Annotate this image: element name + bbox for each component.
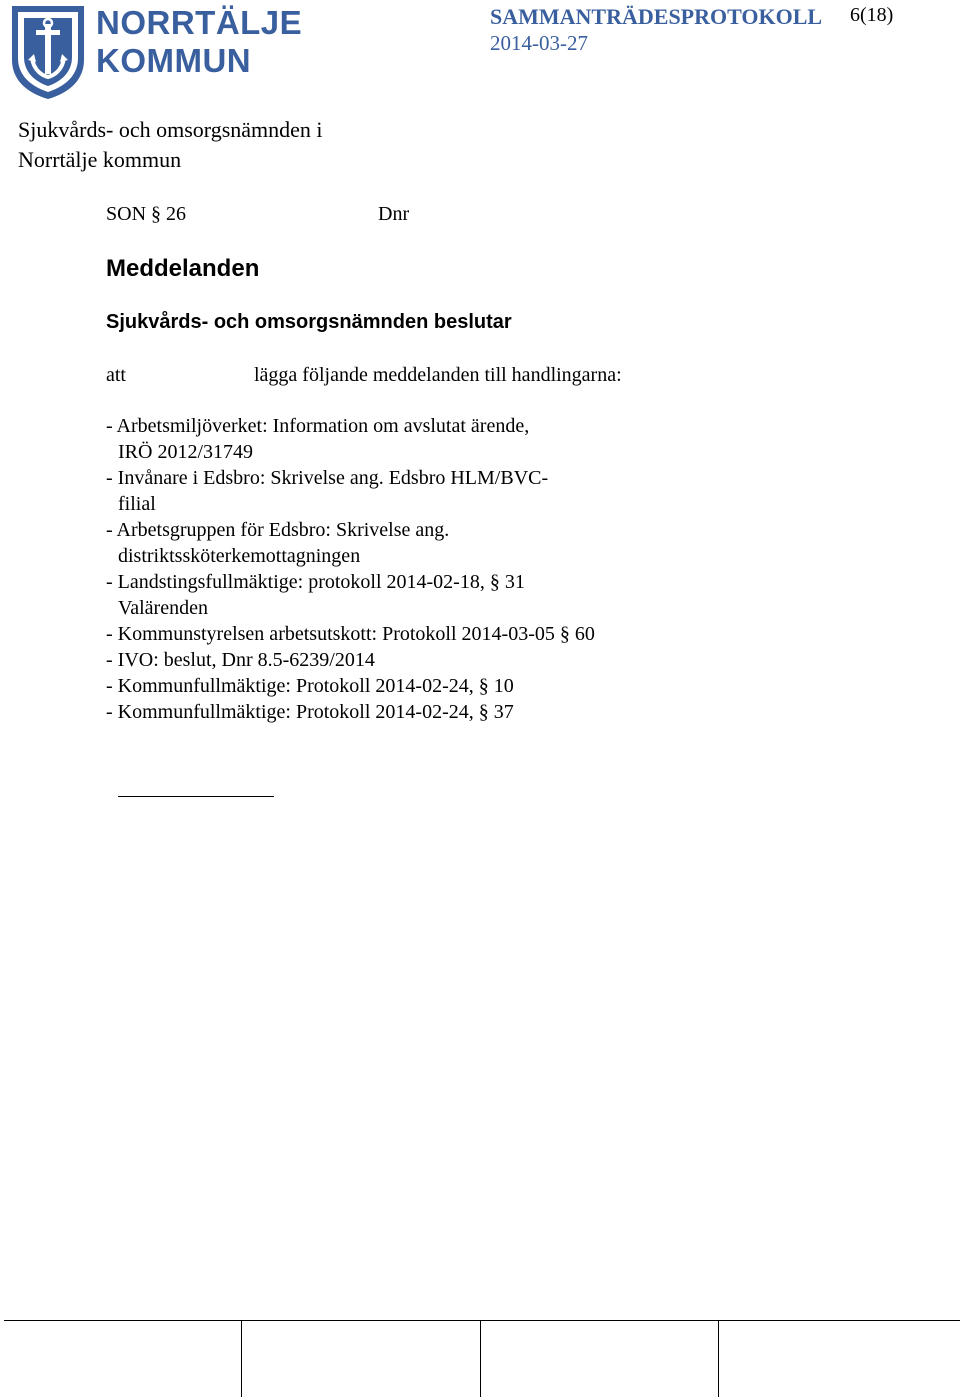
logo-word-2: KOMMUN <box>96 42 252 79</box>
org-name-line-1: Sjukvårds- och omsorgsnämnden i <box>18 117 323 142</box>
list-item: - IVO: beslut, Dnr 8.5-6239/2014 <box>106 649 375 671</box>
page-number: 6(18) <box>850 4 894 26</box>
dnr-label: Dnr <box>378 203 410 225</box>
signature-box-divider <box>241 1320 242 1397</box>
list-item-continuation: filial <box>118 493 156 515</box>
list-item-continuation: distriktssköterkemottagningen <box>118 545 361 567</box>
list-item: - Kommunfullmäktige: Protokoll 2014-02-24, § 10 <box>106 675 514 697</box>
list-item: - Kommunfullmäktige: Protokoll 2014-02-24, § 37 <box>106 701 514 723</box>
anchor-shield-icon <box>8 2 88 100</box>
list-item-continuation: IRÖ 2012/31749 <box>118 441 253 463</box>
protocol-title: SAMMANTRÄDESPROTOKOLL <box>490 4 823 29</box>
item-title: Meddelanden <box>106 255 260 282</box>
protocol-date: 2014-03-27 <box>490 31 588 55</box>
decision-heading: Sjukvårds- och omsorgsnämnden beslutar <box>106 311 512 333</box>
signature-box-divider <box>718 1320 719 1397</box>
municipality-logo <box>4 2 303 102</box>
org-name-line-2: Norrtälje kommun <box>18 147 182 172</box>
list-item: - Arbetsmiljöverket: Information om avslutat ärende, <box>106 415 530 437</box>
list-item: - Landstingsfullmäktige: protokoll 2014-02-18, § 31 <box>106 571 525 593</box>
signature-table-border <box>4 1320 960 1321</box>
list-item: - Invånare i Edsbro: Skrivelse ang. Edsbro HLM/BVC- <box>106 467 549 489</box>
att-label: att <box>106 364 126 386</box>
case-number: SON § 26 <box>106 203 187 225</box>
signature-box-divider <box>480 1320 481 1397</box>
decision-text: lägga följande meddelanden till handlingarna: <box>254 364 622 386</box>
section-divider <box>118 796 274 797</box>
list-item: - Kommunstyrelsen arbetsutskott: Protokoll 2014-03-05 § 60 <box>106 623 595 645</box>
list-item-continuation: Valärenden <box>118 597 208 619</box>
logo-word-1: NORRTÄLJE <box>96 4 303 41</box>
list-item: - Arbetsgruppen för Edsbro: Skrivelse ang. <box>106 519 450 541</box>
